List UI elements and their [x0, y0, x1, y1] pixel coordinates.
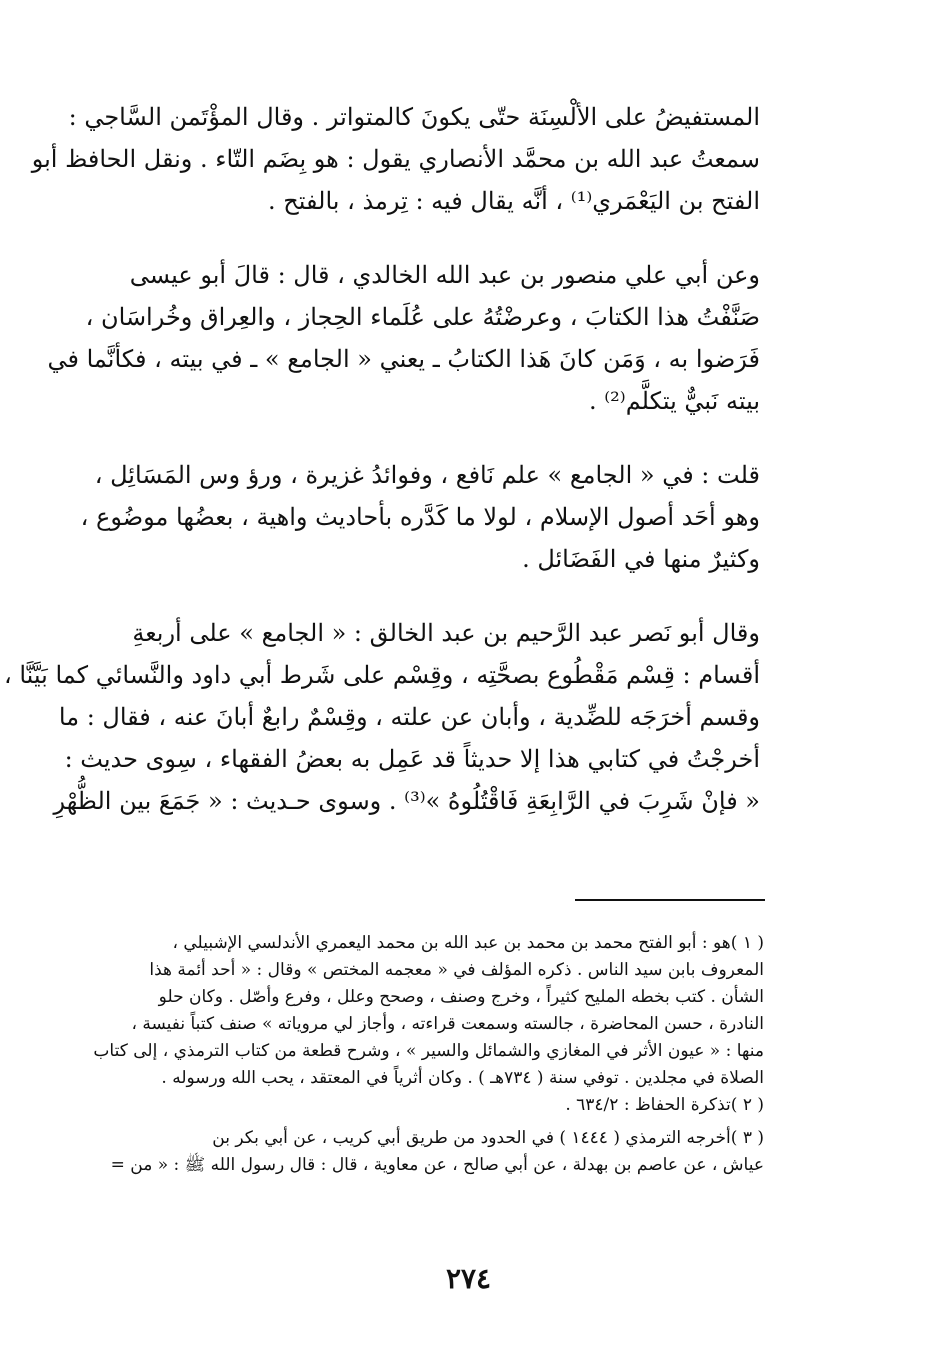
footnote-line: منها : « عيون الأثر في المغازي والشمائل والسير » ، وشرح قطعة من كتاب الترمذي ، إلى كتاب	[93, 1041, 764, 1061]
footnote-3	[100, 1125, 764, 1179]
main-text	[3, 96, 760, 822]
text-line: وقال أبو نَصر عبد الرَّحيم بن عبد الخالق : « الجامع » على أربعةِ	[132, 619, 760, 647]
footnote-line: الصلاة في مجلدين . توفي سنة ( ٧٣٤هـ ) . وكان أثرياً في المعتقد ، يحب الله ورسوله .	[161, 1068, 764, 1088]
footnote-2	[100, 1092, 764, 1119]
footnote-line: المعروف بابن سيد الناس . ذكره المؤلف في « معجمه المختص » وقال : « أحد أئمة هذا	[149, 960, 764, 980]
text-line: وهو أحَد أصول الإسلام ، لولا ما كَدَّره بأحاديث واهية ، بعضُها موضُوع ،	[80, 503, 760, 531]
text-line: أقسام : قِسْم مَقْطُوع بصحَّتِه ، وقِسْم على شَرط أبي داود والنَّسائي كما بَيَّنَّا ،	[3, 661, 760, 689]
footnote-line: عياش ، عن عاصم بن بهدلة ، عن أبي صالح ، عن معاوية ، قال : قال رسول الله ﷺ : « من =	[110, 1155, 764, 1175]
text-line: فَرَضوا به ، وَمَن كانَ هَذا الكتابُ ـ يعني « الجامع » ـ في بيته ، فكأنَّما في	[47, 345, 760, 373]
paragraph-2	[47, 254, 760, 422]
text-line: « فإنْ شَرِبَ في الرَّابِعَةِ فَاقْتُلُوهُ »⁽³⁾ . وسوى حـديث : « جَمَعَ بين الظُّهْرِ	[53, 787, 760, 815]
footnote-1	[93, 930, 764, 1092]
text-line: الفتح بن اليَعْمَري⁽¹⁾ ، أنَّه يقال فيه : تِرمذ ، بالفتح .	[268, 187, 760, 215]
text-line: وقسم أخرَجَه للضِّدية ، وأبان عن علته ، وقِسْمٌ رابعٌ أبانَ عنه ، فقال : ما	[58, 703, 760, 731]
footnote-separator	[575, 899, 765, 901]
text-line: صَنَّفْتُ هذا الكتابَ ، وعرضْتُهُ على عُلَماء الحِجاز ، والعِراق وخُراسَان ،	[85, 303, 760, 331]
footnote-line: النادرة ، حسن المحاضرة ، جالسته وسمعت قراءته ، وأجاز لي مروياته » صنف كتباً نفيسة ،	[131, 1014, 764, 1034]
page-number: ٢٧٤	[445, 1262, 492, 1295]
footnote-line: ( ٢ )تذكرة الحفاظ : ٦٣٤/٢ .	[565, 1095, 764, 1115]
text-line: سمعتُ عبد الله بن محمَّد الأنصاري يقول : هو بِضَم التّاء . ونقل الحافظ أبو	[31, 145, 760, 173]
text-line: بيته نَبيٌّ يتكلَّم⁽²⁾ .	[589, 387, 760, 415]
footnote-line: الشأن . كتب بخطه المليح كثيراً ، وخرج وصنف ، وصحح وعلل ، وفرع وأصّل . وكان حلو	[158, 987, 764, 1007]
text-line: وكثيرٌ منها في الفَضَائل .	[522, 545, 760, 573]
paragraph-4	[3, 612, 760, 822]
text-line: المستفيضُ على الألْسِنَة حتّى يكونَ كالمتواتر . وقال المؤْتَمن السَّاجي :	[68, 103, 760, 131]
text-line: قلت : في « الجامع » علم نَافع ، وفوائدُ غزيرة ، ورؤ وس المَسَائِل ،	[94, 461, 760, 489]
footnotes	[93, 930, 764, 1179]
footnote-line: ( ٣ )أخرجه الترمذي ( ١٤٤٤ ) في الحدود من طريق أبي كريب ، عن أبي بكر بن	[212, 1128, 764, 1148]
paragraph-3	[80, 454, 760, 580]
text-line: أخرجْتُ في كتابي هذا إلا حديثاً قد عَمِل به بعضُ الفقهاء ، سِوى حديث :	[64, 745, 760, 773]
footnote-line: ( ١ )هو : أبو الفتح محمد بن محمد بن عبد الله بن محمد اليعمري الأندلسي الإشبيلي ،	[172, 933, 764, 953]
text-line: وعن أبي علي منصور بن عبد الله الخالدي ، قال : قالَ أبو عيسى	[129, 261, 760, 289]
paragraph-1	[31, 96, 760, 222]
